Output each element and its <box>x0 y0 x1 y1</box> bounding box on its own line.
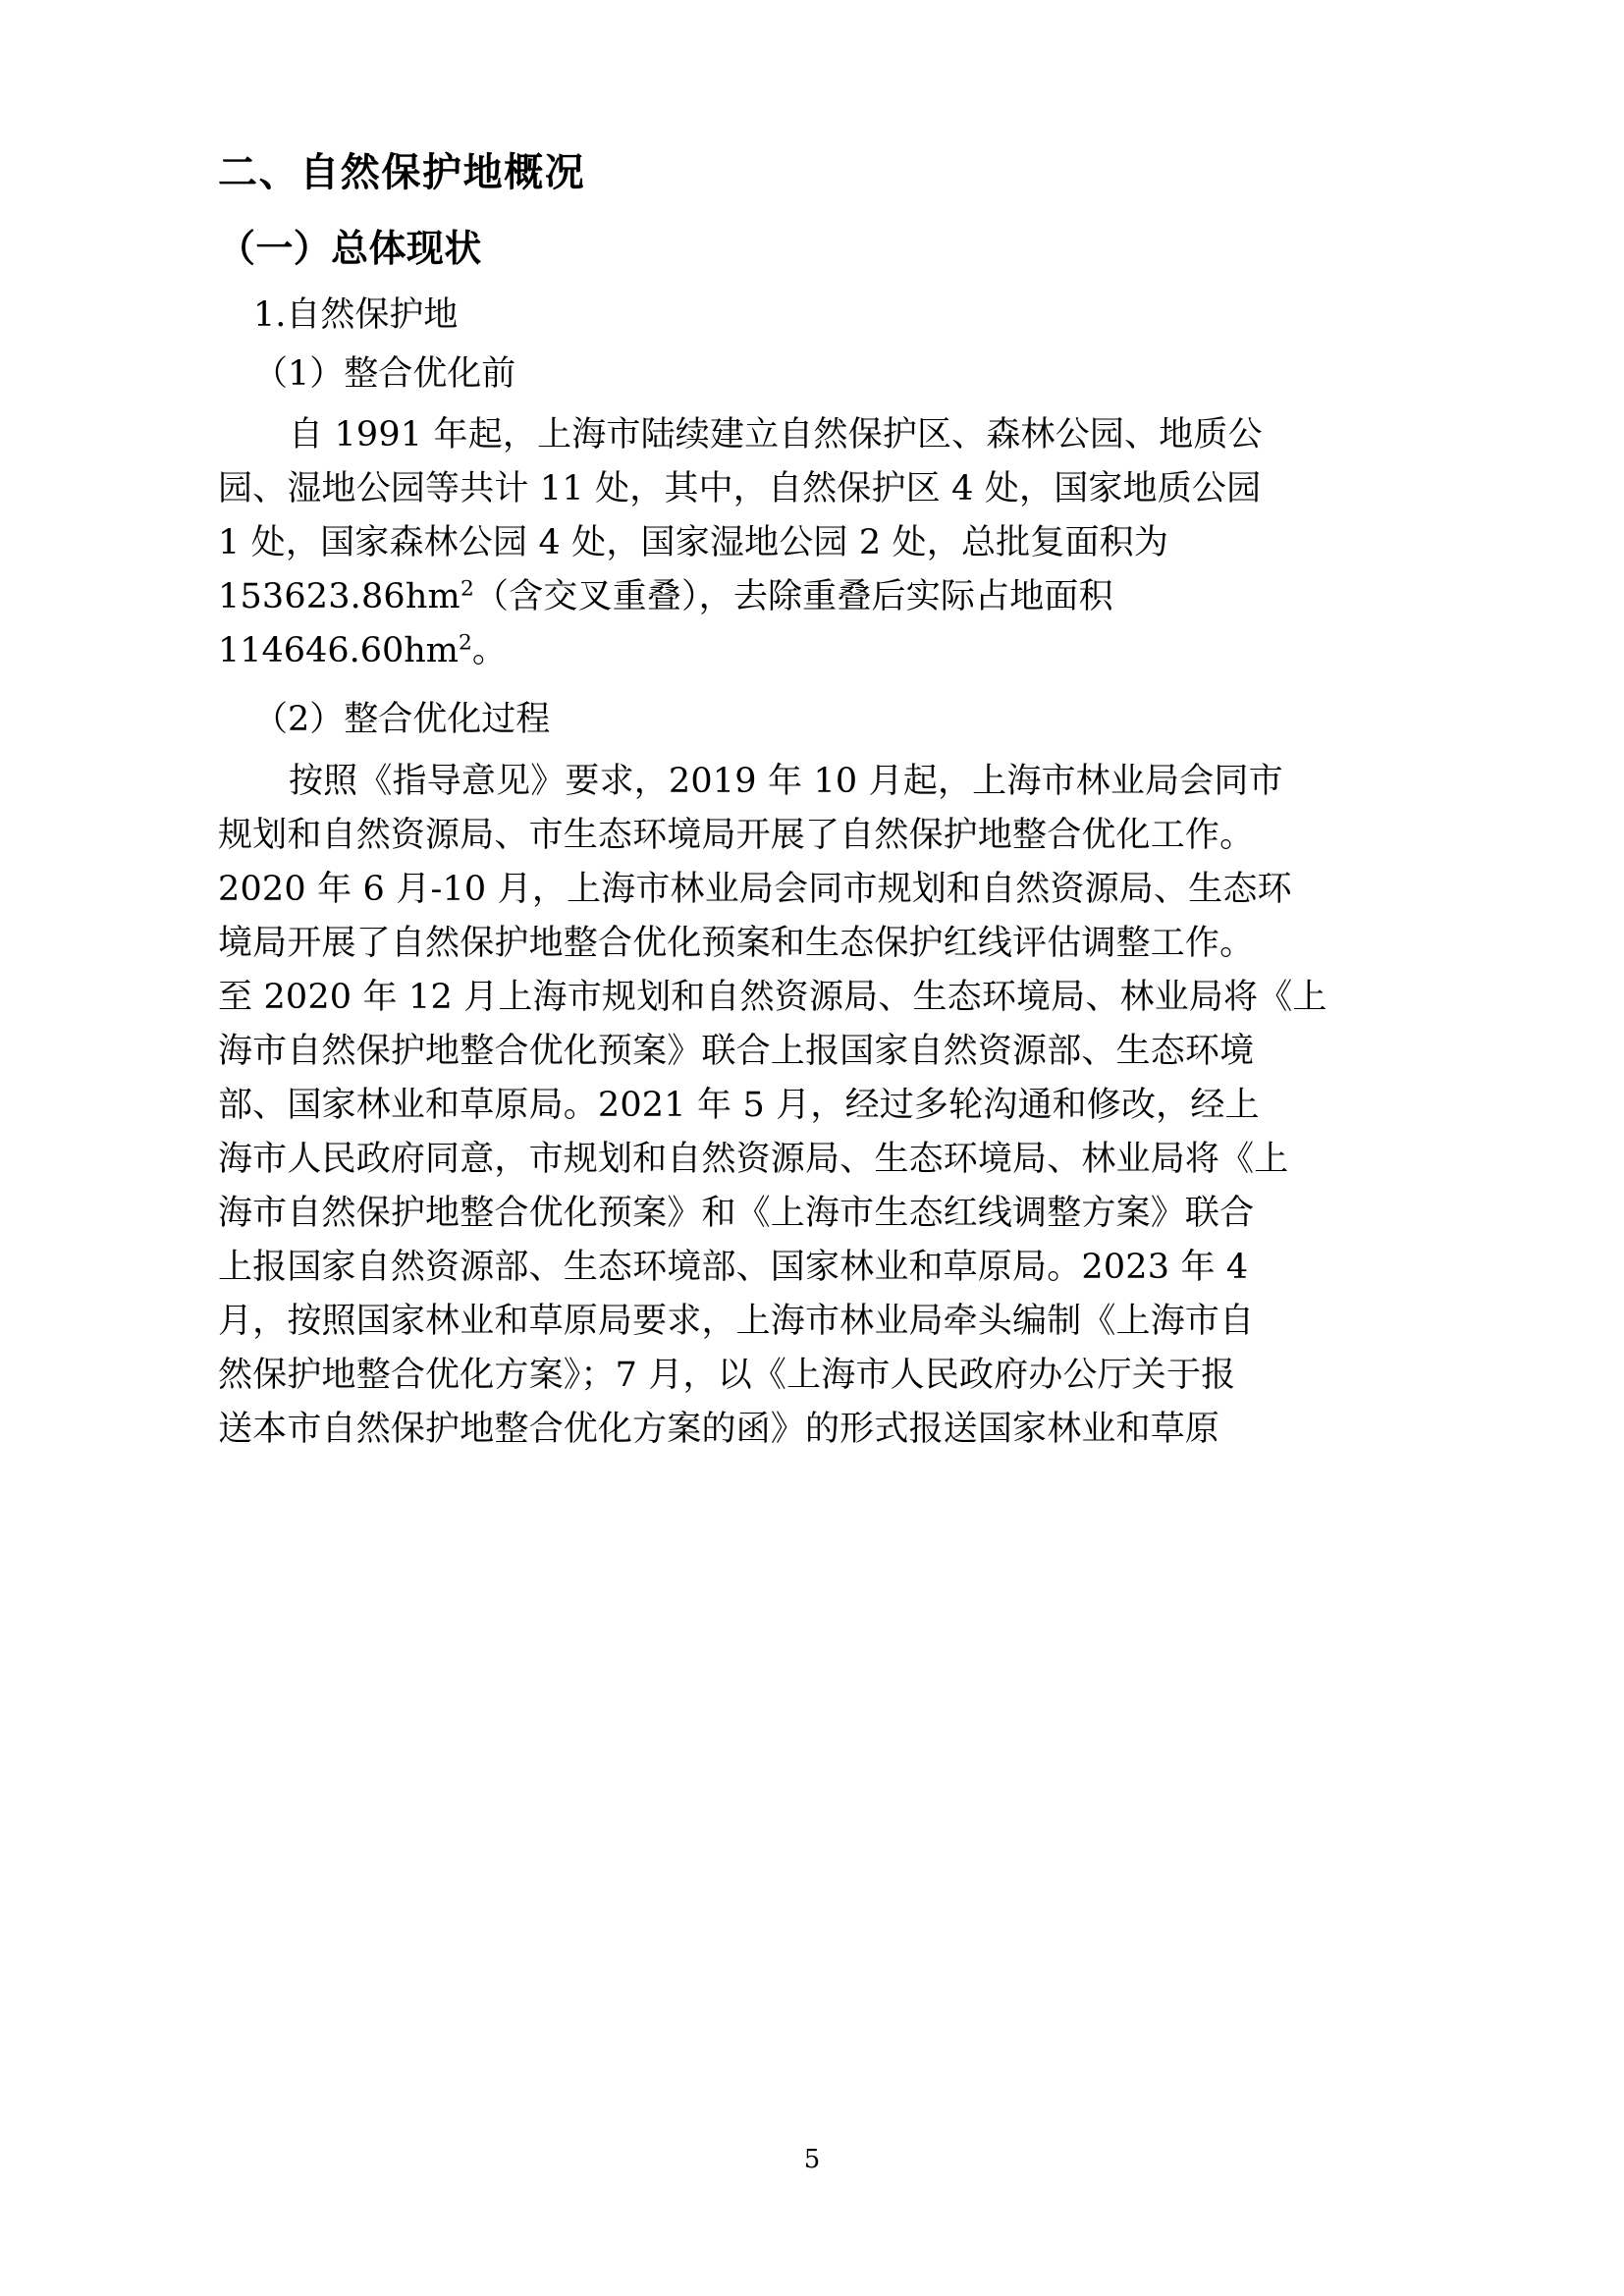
paragraph-line <box>218 624 1424 678</box>
paragraph-line: 海市自然保护地整合优化预案》联合上报国家自然资源部、生态环境 <box>218 1031 1255 1071</box>
paragraph-line: 境局开展了自然保护地整合优化预案和生态保护红线评估调整工作。 <box>218 923 1255 963</box>
page-number: 5 <box>803 2145 821 2174</box>
paragraph-line-text: 。 <box>471 631 507 671</box>
spacer <box>218 684 1424 698</box>
paragraph-line <box>218 570 1424 624</box>
paragraph-line: 然保护地整合优化方案》；7 月，以《上海市人民政府办公厅关于报 <box>218 1355 1236 1395</box>
item-heading-before-integration: （1）整合优化前 <box>253 353 516 394</box>
area-unit-superscript: 2 <box>459 630 472 656</box>
item-heading-natural-reserve: 1.自然保护地 <box>253 295 459 336</box>
paragraph-line: 海市自然保护地整合优化预案》和《上海市生态红线调整方案》联合 <box>218 1193 1255 1233</box>
paragraph-integration-process <box>218 755 1424 1457</box>
paragraph-line: 至 2020 年 12 月上海市规划和自然资源局、生态环境局、林业局将《上 <box>218 977 1327 1017</box>
item-heading-integration-process: （2）整合优化过程 <box>253 700 551 740</box>
paragraph-line: 园、湿地公园等共计 11 处，其中，自然保护区 4 处，国家地质公园 <box>218 469 1262 509</box>
paragraph-line-text: （含交叉重叠），去除重叠后实际占地面积 <box>473 577 1113 617</box>
page-content <box>218 147 1424 1463</box>
paragraph-line: 部、国家林业和草原局。2021 年 5 月，经过多轮沟通和修改，经上 <box>218 1085 1260 1125</box>
section-heading: 二、自然保护地概况 <box>218 149 586 195</box>
paragraph-line: 规划和自然资源局、市生态环境局开展了自然保护地整合优化工作。 <box>218 815 1255 855</box>
area-unit-superscript: 2 <box>460 576 474 602</box>
area-actual-value: 114646.60hm <box>218 631 459 671</box>
paragraph-line: 1 处，国家森林公园 4 处，国家湿地公园 2 处，总批复面积为 <box>218 523 1169 563</box>
paragraph-line: 按照《指导意见》要求，2019 年 10 月起，上海市林业局会同市 <box>289 761 1283 801</box>
paragraph-line: 2020 年 6 月-10 月，上海市林业局会同市规划和自然资源局、生态环 <box>218 869 1292 909</box>
paragraph-line: 海市人民政府同意，市规划和自然资源局、生态环境局、林业局将《上 <box>218 1139 1289 1179</box>
area-total-value: 153623.86hm <box>218 577 460 617</box>
paragraph-line: 上报国家自然资源部、生态环境部、国家林业和草原局。2023 年 4 <box>218 1247 1249 1287</box>
paragraph-line: 月，按照国家林业和草原局要求，上海市林业局牵头编制《上海市自 <box>218 1301 1255 1341</box>
paragraph-line: 自 1991 年起，上海市陆续建立自然保护区、森林公园、地质公 <box>289 415 1263 455</box>
subsection-heading: （一）总体现状 <box>218 226 482 270</box>
paragraph-line: 送本市自然保护地整合优化方案的函》的形式报送国家林业和草原 <box>218 1409 1220 1449</box>
paragraph-before-integration <box>218 408 1424 678</box>
